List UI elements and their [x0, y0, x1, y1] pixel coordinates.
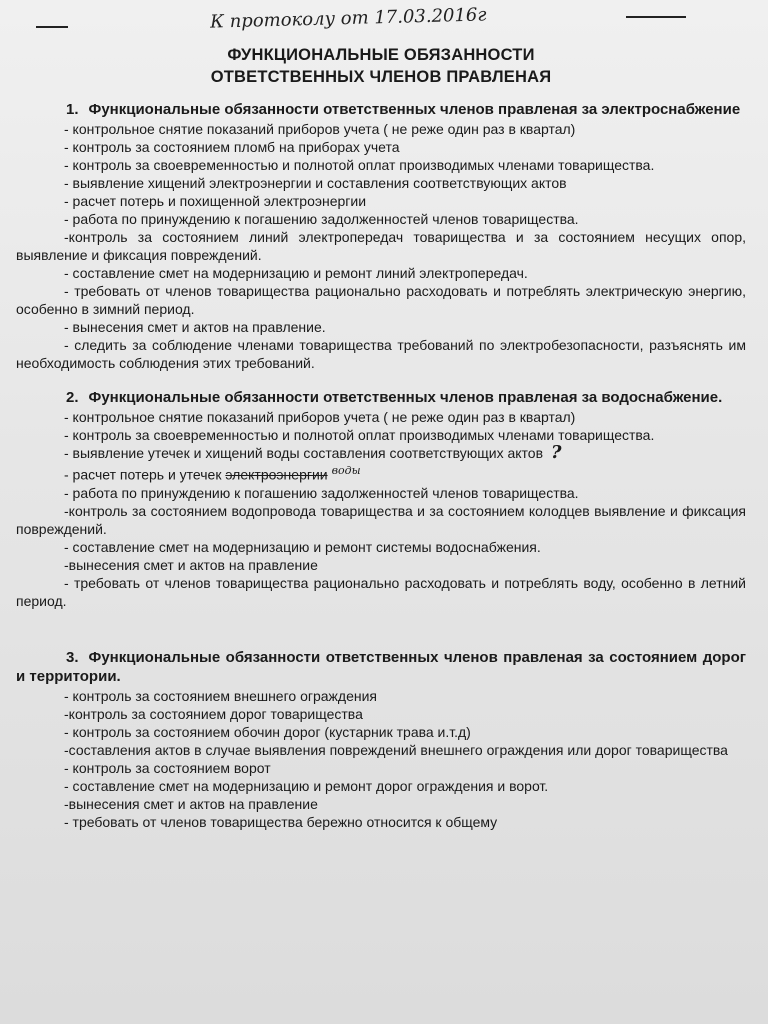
list-item: - расчет потерь и похищенной электроэнергии [64, 193, 367, 209]
list-item: - вынесения смет и актов на правление. [64, 319, 326, 335]
handwritten-dash-right [626, 16, 686, 18]
handwritten-note: К протоколу от 17.03.2016г [209, 4, 487, 33]
list-item: - требовать от членов товарищества бережно относится к общему [64, 813, 498, 830]
section-electricity [16, 100, 746, 372]
section-number: 1. [66, 101, 79, 118]
section-number: 3. [66, 648, 79, 666]
list-item: -контроль за состоянием линий электропередач товарищества и за состоянием несущих опор, выявление и фиксация повреждений. [16, 229, 746, 263]
list-item: - составление смет на модернизацию и ремонт линий электропередач. [64, 265, 528, 281]
list-item: - контроль за своевременностью и полнотой оплат производимых членами товарищества. [64, 427, 655, 443]
list-item [16, 444, 746, 462]
list-item: -контроль за состоянием водопровода товарищества и за состоянием колодцев выявление и фиксация повреждений. [16, 502, 746, 537]
list-item [16, 462, 746, 484]
list-item: - составление смет на модернизацию и ремонт системы водоснабжения. [64, 538, 541, 555]
list-item: - контрольное снятие показаний приборов учета ( не реже один раз в квартал) [64, 121, 576, 137]
list-item-text: - выявление утечек и хищений воды составления соответствующих актов [64, 445, 544, 461]
list-item: - выявление хищений электроэнергии и составления соответствующих актов [64, 175, 567, 191]
list-item: -составления актов в случае выявления повреждений внешнего ограждения или дорог товарищества [64, 741, 728, 758]
section-roads [16, 648, 746, 831]
list-item: - требовать от членов товарищества рационально расходовать и потреблять воду, особенно в летний период. [16, 574, 746, 609]
section-water [16, 388, 746, 610]
section-heading [16, 648, 746, 686]
section-heading-text: Функциональные обязанности ответственных членов правленая за состоянием дорог и территории. [16, 648, 746, 685]
list-item: - контроль за состоянием ворот [64, 759, 271, 776]
handwritten-dash-left [36, 26, 68, 28]
list-item: - контрольное снятие показаний приборов учета ( не реже один раз в квартал) [64, 409, 576, 425]
section-number: 2. [66, 389, 79, 406]
list-item: - контроль за своевременностью и полнотой оплат производимых членами товарищества. [64, 157, 655, 173]
list-item-text: - расчет потерь и утечек [64, 466, 222, 483]
title-line-1: ФУНКЦИОНАЛЬНЫЕ ОБЯЗАННОСТИ [227, 46, 535, 64]
list-item: -вынесения смет и актов на правление [64, 556, 318, 573]
struck-word: электроэнергии [225, 466, 328, 483]
list-item: - работа по принуждению к погашению задолженностей членов товарищества. [64, 484, 579, 501]
list-item: - контроль за состоянием пломб на приборах учета [64, 139, 400, 155]
list-item: -контроль за состоянием дорог товарищества [64, 705, 363, 722]
list-item: - работа по принуждению к погашению задолженностей членов товарищества. [64, 211, 579, 227]
section-spacer [16, 626, 746, 648]
list-item: - требовать от членов товарищества рационально расходовать и потреблять электрическую энергию, особенно в зимний период. [16, 283, 746, 317]
list-item: - составление смет на модернизацию и ремонт дорог ограждения и ворот. [64, 777, 549, 794]
section-heading [16, 388, 746, 407]
section-heading-text: Функциональные обязанности ответственных членов правленая за водоснабжение. [88, 389, 723, 406]
list-item: -вынесения смет и актов на правление [64, 795, 318, 812]
list-item: - следить за соблюдение членами товарищества требований по электробезопасности, разъяснять им необходимость соблюдения этих требований. [16, 337, 746, 371]
handwritten-correction: воды [331, 464, 361, 477]
section-heading-text: Функциональные обязанности ответственных членов правленая за электроснабжение [88, 101, 741, 118]
section-heading [16, 100, 746, 119]
title-line-2: ОТВЕТСТВЕННЫХ ЧЛЕНОВ ПРАВЛЕНАЯ [210, 68, 552, 86]
list-item: - контроль за состоянием внешнего ограждения [64, 687, 377, 704]
handwritten-header [16, 6, 746, 40]
document-title [16, 44, 746, 88]
list-item: - контроль за состоянием обочин дорог (кустарник трава и.т.д) [64, 723, 471, 740]
handwritten-question-mark: ? [551, 442, 562, 463]
